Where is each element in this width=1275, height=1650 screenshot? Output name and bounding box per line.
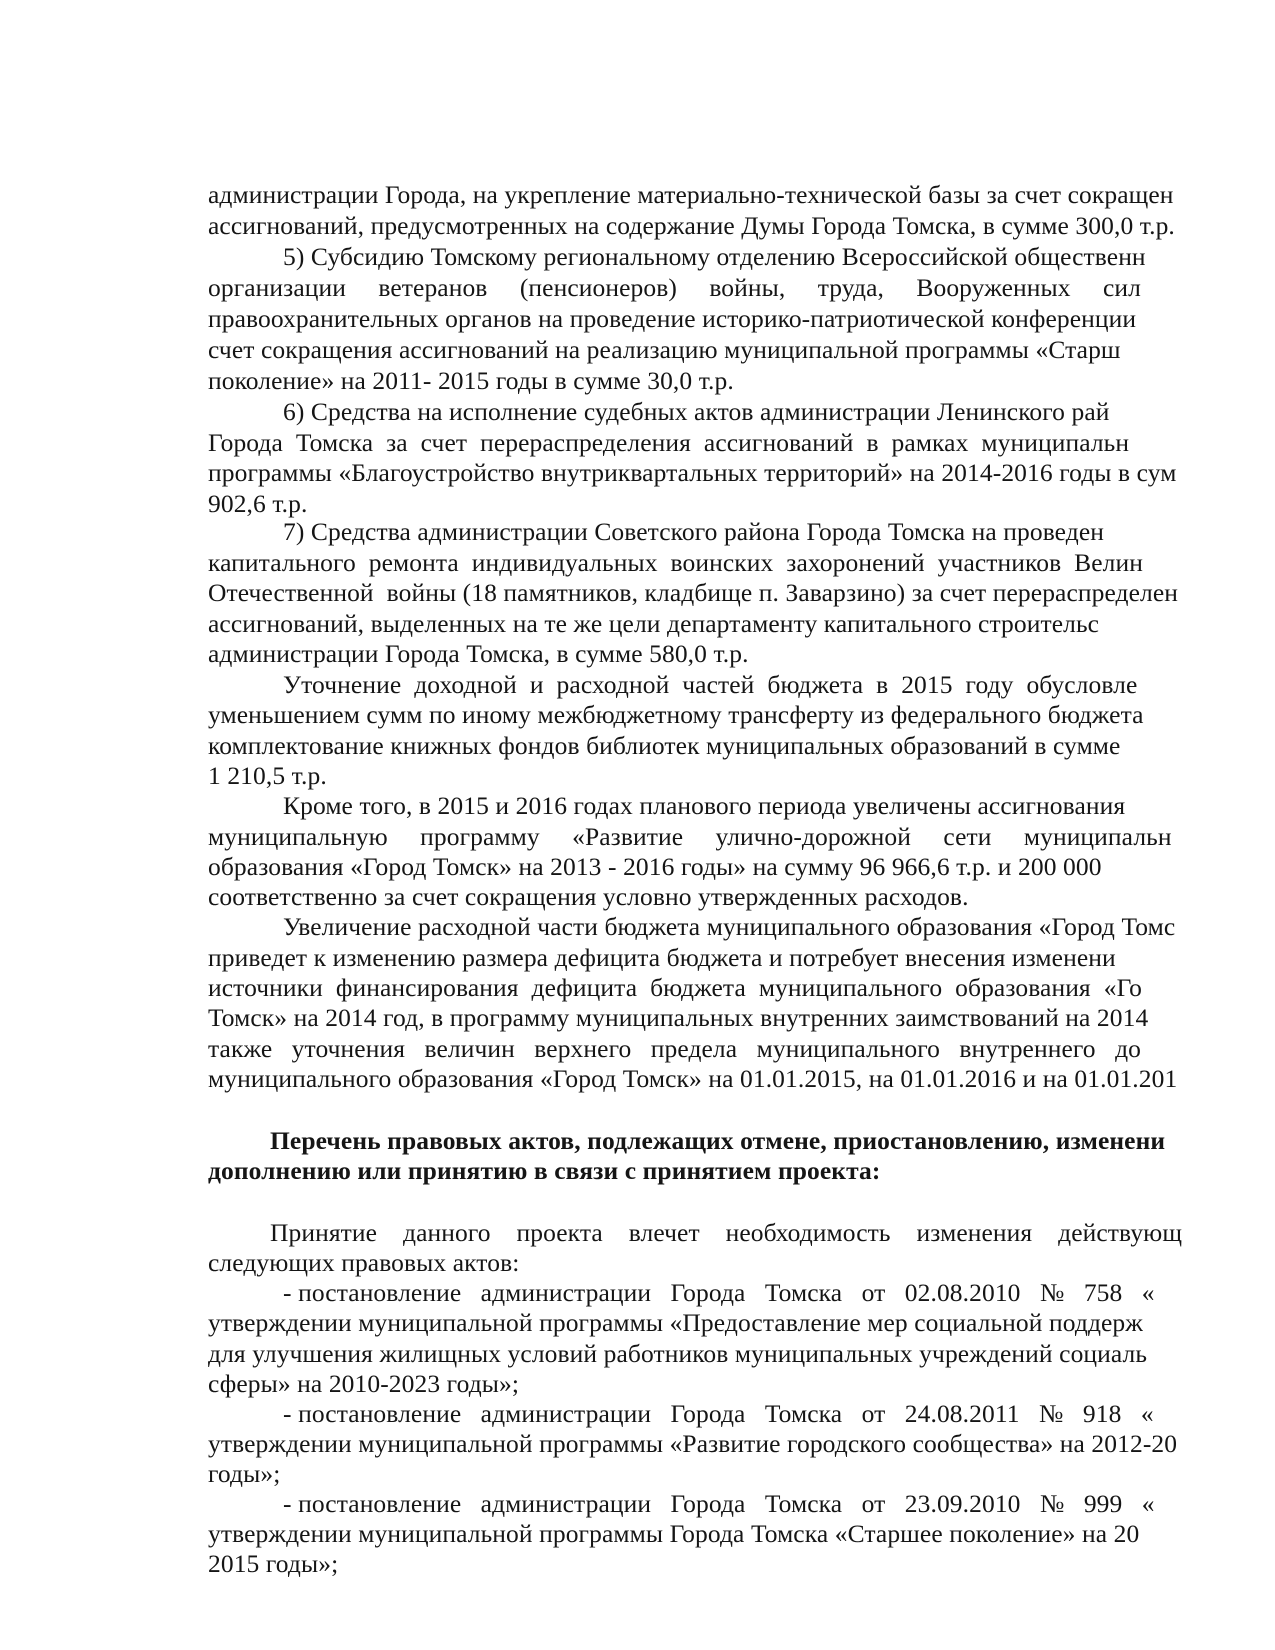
text-line: муниципального образования «Город Томск» на 01.01.2015, на 01.01.2016 и на 01.01.201 — [208, 1064, 1178, 1093]
text-line: 2015 годы»; — [208, 1549, 339, 1578]
section-heading: Перечень правовых актов, подлежащих отмене, приостановлению, изменени — [270, 1126, 1166, 1155]
text-line: Уточнение доходной и расходной частей бюджета в 2015 году обусловле — [283, 670, 1138, 699]
text-line: комплектование книжных фондов библиотек муниципальных образований в сумме — [208, 731, 1121, 760]
text-line: ассигнований, предусмотренных на содержание Думы Города Томска, в сумме 300,0 т.р. — [208, 211, 1175, 240]
text-line: Кроме того, в 2015 и 2016 годах планового периода увеличены ассигнования — [283, 791, 1126, 820]
text-line: Принятие данного проекта влечет необходимость изменения действующ — [270, 1218, 1183, 1247]
text-line: Увеличение расходной части бюджета муниципального образования «Город Томс — [283, 912, 1176, 941]
text-line: сферы» на 2010-2023 годы»; — [208, 1369, 520, 1398]
text-line: образования «Город Томск» на 2013 - 2016 годы» на сумму 96 966,6 т.р. и 200 000 — [208, 852, 1102, 881]
text-line: администрации Города, на укрепление материально-технической базы за счет сокращен — [208, 180, 1174, 209]
text-line: уменьшением сумм по иному межбюджетному трансферту из федерального бюджета — [208, 700, 1144, 729]
text-line: утверждении муниципальной программы «Предоставление мер социальной поддерж — [208, 1308, 1143, 1337]
text-line: поколение» на 2011- 2015 годы в сумме 30,0 т.р. — [208, 366, 734, 395]
text-line: 1 210,5 т.р. — [208, 761, 327, 790]
text-line: также уточнения величин верхнего предела муниципального внутреннего до — [208, 1034, 1142, 1063]
text-line: 7) Средства администрации Советского района Города Томска на проведен — [283, 517, 1105, 546]
text-line: утверждении муниципальной программы Города Томска «Старшее поколение» на 20 — [208, 1519, 1140, 1548]
text-line: организации ветеранов (пенсионеров) войны, труда, Вооруженных сил — [208, 273, 1141, 302]
text-line: 6) Средства на исполнение судебных актов администрации Ленинского рай — [283, 397, 1110, 426]
list-item: - постановление администрации Города Томска от 24.08.2011 № 918 « — [283, 1399, 1154, 1428]
text-line: счет сокращения ассигнований на реализацию муниципальной программы «Старш — [208, 335, 1121, 364]
text-line: приведет к изменению размера дефицита бюджета и потребует внесения изменени — [208, 943, 1116, 972]
text-line: годы»; — [208, 1459, 281, 1488]
text-line: 902,6 т.р. — [208, 489, 308, 518]
text-line: правоохранительных органов на проведение историко-патриотической конференции — [208, 304, 1137, 333]
text-line: муниципальную программу «Развитие улично-дорожной сети муниципальн — [208, 822, 1172, 851]
text-line: программы «Благоустройство внутриквартальных территорий» на 2014-2016 годы в сум — [208, 458, 1177, 487]
section-heading: дополнению или принятию в связи с принятием проекта: — [208, 1156, 881, 1185]
text-line: администрации Города Томска, в сумме 580,0 т.р. — [208, 639, 749, 668]
text-line: соответственно за счет сокращения условно утвержденных расходов. — [208, 882, 969, 911]
text-line: 5) Субсидию Томскому региональному отделению Всероссийской общественн — [283, 242, 1146, 271]
text-line: утверждении муниципальной программы «Развитие городского сообщества» на 2012-20 — [208, 1429, 1178, 1458]
list-item: - постановление администрации Города Томска от 23.09.2010 № 999 « — [283, 1489, 1155, 1518]
text-line: Отечественной войны (18 памятников, кладбище п. Заварзино) за счет перераспределен — [208, 578, 1179, 607]
text-line: следующих правовых актов: — [208, 1248, 520, 1277]
text-line: источники финансирования дефицита бюджета муниципального образования «Го — [208, 973, 1143, 1002]
text-line: Томск» на 2014 год, в программу муниципальных внутренних заимствований на 2014 — [208, 1003, 1149, 1032]
text-line: ассигнований, выделенных на те же цели департаменту капитального строительс — [208, 609, 1100, 638]
text-line: капитального ремонта индивидуальных воинских захоронений участников Велин — [208, 548, 1144, 577]
text-line: для улучшения жилищных условий работников муниципальных учреждений социаль — [208, 1339, 1148, 1368]
list-item: - постановление администрации Города Томска от 02.08.2010 № 758 « — [283, 1278, 1155, 1307]
text-line: Города Томска за счет перераспределения ассигнований в рамках муниципальн — [208, 428, 1130, 457]
